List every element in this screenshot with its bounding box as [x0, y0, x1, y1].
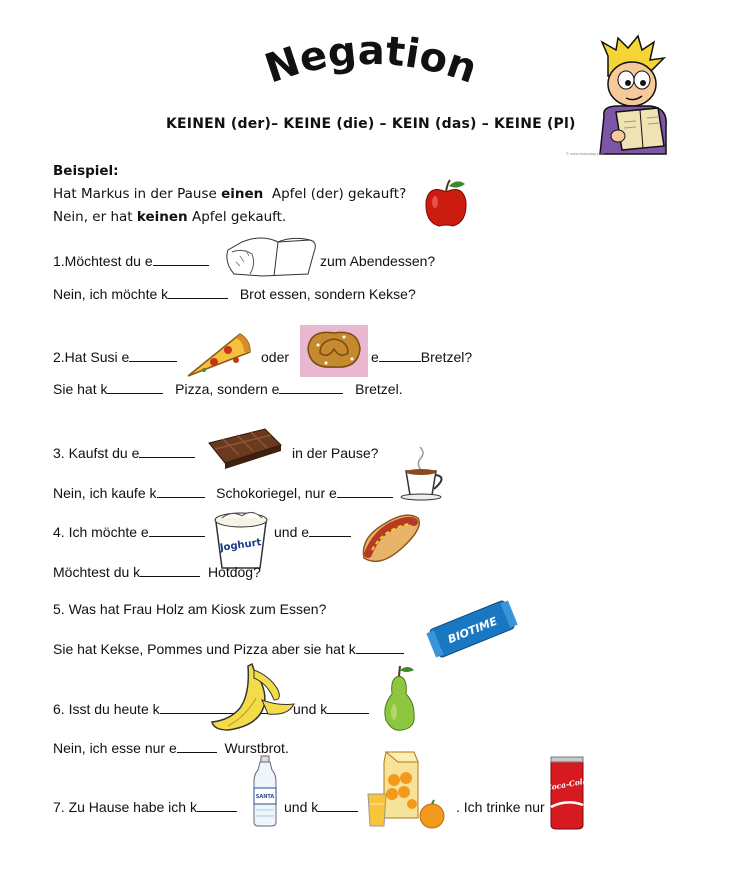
exercise-3-question: 3. Kaufst du e — [53, 445, 195, 461]
water-bottle-image — [252, 756, 278, 826]
yogurt-label: Joghurt — [219, 537, 263, 554]
cola-label: Coca-Cola — [545, 776, 589, 793]
exercise-2-question: 2.Hat Susi e — [53, 349, 177, 365]
water-label: SANTA — [255, 794, 275, 800]
example-label: Beispiel: — [53, 163, 119, 179]
answer-blank[interactable] — [356, 641, 404, 654]
exercise-6-question: 6. Isst du heute k — [53, 701, 280, 717]
answer-blank[interactable] — [149, 524, 205, 537]
candy-bar-image — [426, 600, 518, 658]
answer-blank[interactable] — [157, 485, 205, 498]
answer-blank[interactable] — [168, 286, 228, 299]
exercise-3-answer: Nein, ich kaufe k Schokoriegel, nur e — [53, 485, 393, 501]
answer-blank[interactable] — [129, 349, 177, 362]
banana-image — [208, 660, 298, 734]
answer-blank[interactable] — [279, 381, 343, 394]
answer-blank[interactable] — [139, 445, 195, 458]
answer-blank[interactable] — [327, 701, 369, 714]
pear-image — [380, 664, 418, 732]
exercise-1-question-end: zum Abendessen? — [320, 253, 436, 269]
example-answer: Nein, er hat keinen Apfel gekauft. — [53, 209, 287, 225]
exercise-5-question: 5. Was hat Frau Holz am Kiosk zum Essen? — [53, 601, 327, 617]
article-rule-line: KEINEN (der)– KEINE (die) – KEIN (das) – KEINE (Pl) — [166, 116, 576, 132]
bread-image — [222, 232, 318, 280]
pretzel-image — [300, 325, 368, 377]
candy-bar-label: BIOTIME — [446, 614, 500, 647]
exercise-5-answer: Sie hat Kekse, Pommes und Pizza aber sie hat k — [53, 641, 404, 657]
cola-can-image — [547, 755, 587, 831]
pizza-image — [184, 330, 254, 380]
answer-blank[interactable] — [337, 485, 393, 498]
exercise-6-question-end: und k — [293, 701, 369, 717]
exercise-6-answer: Nein, ich esse nur e Wurstbrot. — [53, 740, 289, 756]
coffee-cup-image — [400, 445, 450, 501]
yogurt-image — [212, 508, 270, 572]
exercise-7-question-middle: und k — [284, 799, 358, 815]
answer-blank[interactable] — [107, 381, 163, 394]
exercise-1-answer: Nein, ich möchte k Brot essen, sondern Kekse? — [53, 286, 416, 302]
exercise-7-question-end: . Ich trinke nur — [456, 799, 545, 815]
answer-blank[interactable] — [153, 253, 209, 266]
answer-blank[interactable] — [309, 524, 351, 537]
exercise-1-question: 1.Möchtest du e — [53, 253, 209, 269]
chocolate-image — [205, 425, 285, 469]
exercise-2-question-end: e Bretzel? — [371, 349, 473, 365]
exercise-7-question: 7. Zu Hause habe ich k — [53, 799, 237, 815]
worksheet-title — [250, 30, 490, 90]
svg-text:Negation: Negation — [259, 30, 483, 90]
juice-image — [364, 748, 448, 832]
apple-image — [423, 178, 469, 228]
exercise-2-answer: Sie hat k Pizza, sondern e Bretzel. — [53, 381, 403, 397]
answer-blank[interactable] — [318, 799, 358, 812]
answer-blank[interactable] — [197, 799, 237, 812]
hotdog-image — [358, 508, 424, 570]
example-question: Hat Markus in der Pause einen Apfel (der) gekauft? — [53, 186, 407, 202]
boy-reading-illustration — [588, 36, 678, 154]
answer-blank[interactable] — [140, 564, 200, 577]
image-credit: © www.toonaday.com — [566, 151, 605, 156]
exercise-2-or: oder — [261, 349, 290, 365]
exercise-4-question: 4. Ich möchte e — [53, 524, 205, 540]
exercise-4-question-end: und e — [274, 524, 351, 540]
exercise-4-answer: Möchtest du k Hotdog? — [53, 564, 261, 580]
exercise-3-question-end: in der Pause? — [292, 445, 379, 461]
answer-blank[interactable] — [177, 740, 217, 753]
answer-blank[interactable] — [379, 349, 421, 362]
